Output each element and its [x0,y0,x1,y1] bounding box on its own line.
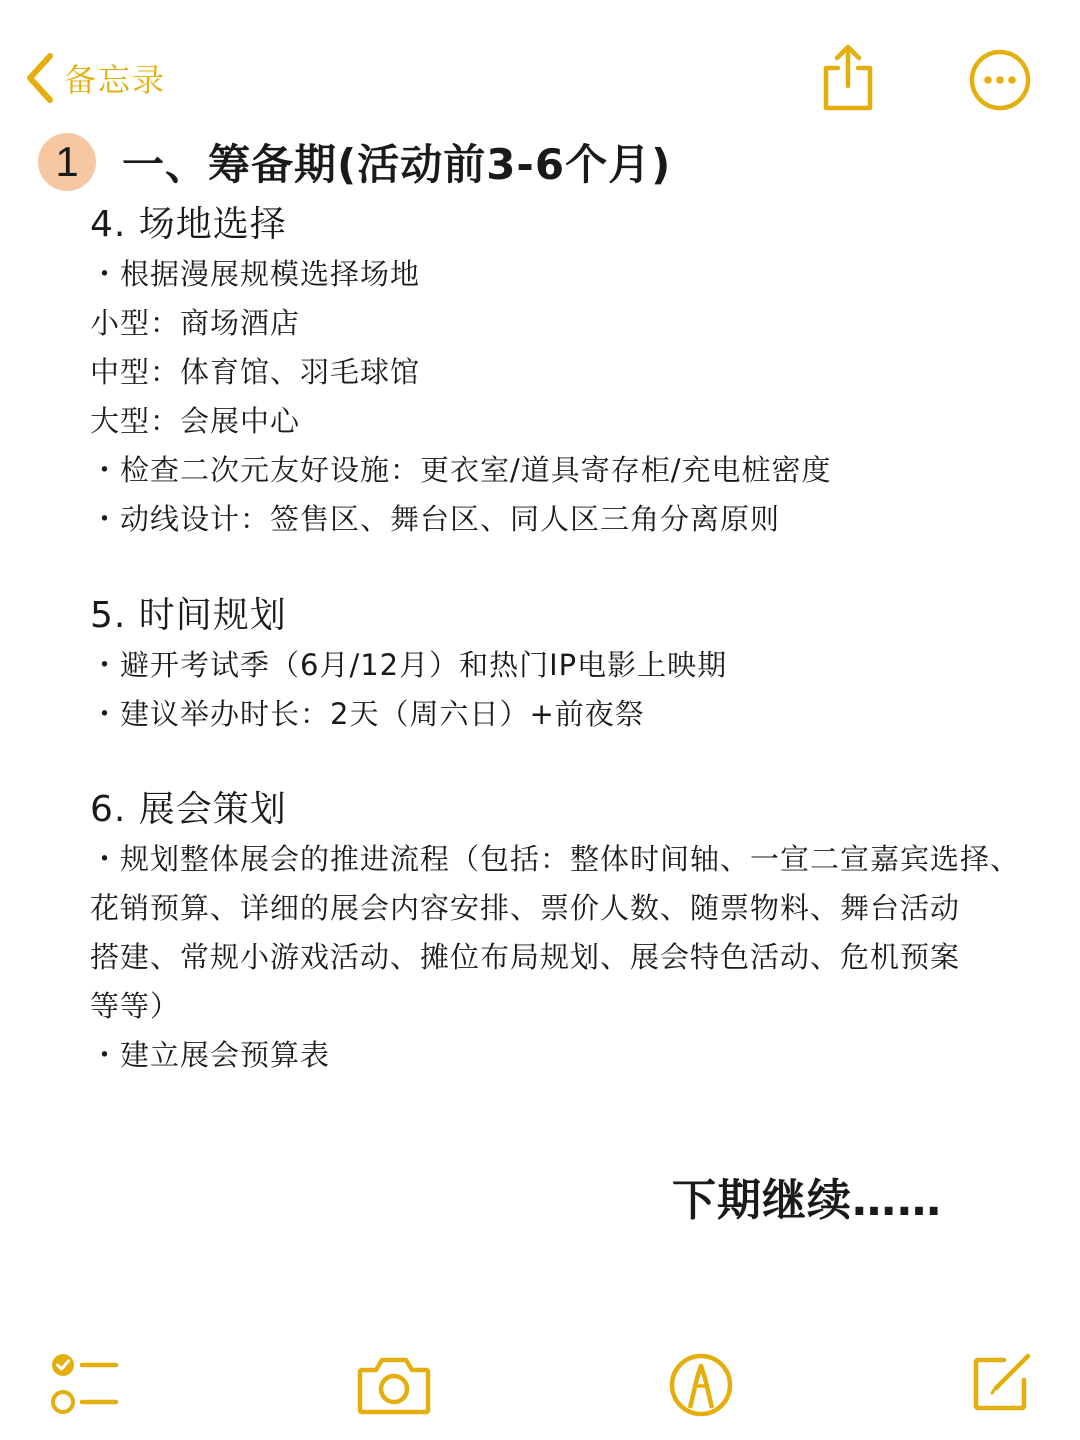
note-line: ・建议举办时长：2天（周六日）+前夜祭 [90,697,645,731]
camera-button[interactable] [356,1354,432,1416]
spacer [90,739,1070,785]
navigation-bar [0,0,1080,130]
checklist-icon [50,1352,120,1418]
markup-button[interactable] [668,1352,734,1418]
note-line: 大型：会展中心 [90,404,301,438]
note-line: ・动线设计：签售区、舞台区、同人区三角分离原则 [90,502,781,536]
section-title: 6. 展会策划 [90,789,287,830]
note-line: ・建立展会预算表 [90,1038,331,1072]
section-schedule [90,591,1070,739]
back-button[interactable] [22,50,166,106]
compose-button[interactable] [970,1350,1034,1414]
share-icon [818,42,878,114]
more-button[interactable] [968,48,1032,112]
section-venue [90,200,1070,544]
note-line: 花销预算、详细的展会内容安排、票价人数、随票物料、舞台活动 [90,891,961,925]
spacer [90,544,1070,591]
chevron-left-icon [22,50,58,106]
more-icon [968,48,1032,112]
note-body[interactable] [90,200,1070,1080]
checklist-button[interactable] [50,1352,120,1418]
note-line: ・检查二次元友好设施：更衣室/道具寄存柜/充电桩密度 [90,453,832,487]
note-heading [38,132,671,192]
share-button[interactable] [818,42,878,114]
to-be-continued-note: 下期继续…… [672,1175,942,1226]
note-line: ・避开考试季（6月/12月）和热门IP电影上映期 [90,648,728,682]
section-title: 5. 时间规划 [90,595,287,636]
note-line: 等等） [90,989,181,1023]
note-line: 搭建、常规小游戏活动、摊位布局规划、展会特色活动、危机预案 [90,940,961,974]
compose-icon [970,1350,1034,1414]
note-line: ・根据漫展规模选择场地 [90,257,421,291]
section-title: 4. 场地选择 [90,204,287,245]
note-line: 中型：体育馆、羽毛球馆 [90,355,421,389]
back-label: 备忘录 [64,61,167,99]
section-planning [90,785,1070,1080]
number-badge: 1 [38,133,96,191]
markup-pen-icon [668,1352,734,1418]
note-line: ・规划整体展会的推进流程（包括：整体时间轴、一宣二宣嘉宾选择、 [90,842,1021,876]
heading-title: 一、筹备期(活动前3-6个月) [122,140,672,189]
camera-icon [356,1354,432,1416]
note-line: 小型：商场酒店 [90,306,301,340]
